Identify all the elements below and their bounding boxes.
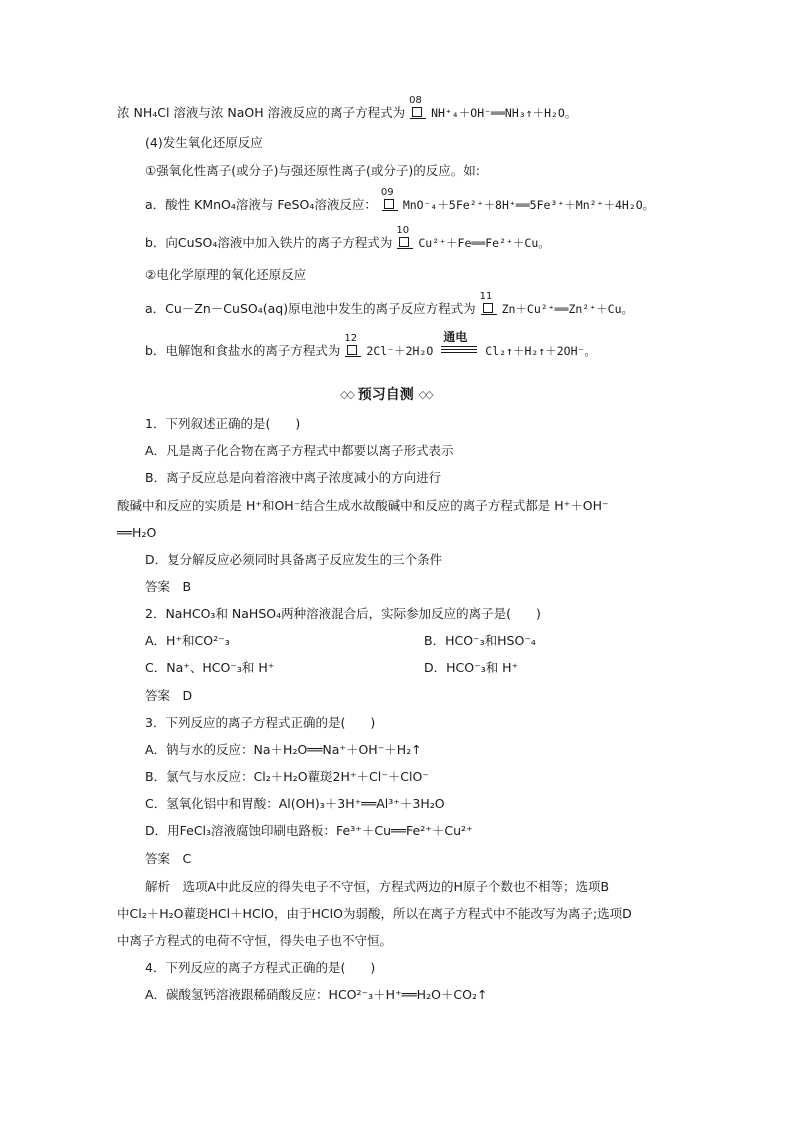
subheading-redox: (4)发生氧化还原反应 [145, 135, 263, 150]
equation-products: Cl₂↑＋H₂↑＋2OH⁻。 [485, 344, 596, 358]
line-text: 浓 NH₄Cl 溶液与浓 NaOH 溶液反应的离子方程式为 [117, 105, 406, 120]
left-diamond-icon: ◇◇ [340, 388, 353, 401]
answer-2: 答案 D [145, 688, 193, 703]
answer-blank [409, 95, 426, 119]
right-diamond-icon: ◇◇ [418, 388, 432, 401]
option-4a: A．碳酸氢钙溶液跟稀硝酸反应：HCO²⁻₃＋H⁺══H₂O＋CO₂↑ [145, 987, 488, 1002]
answer-blank [396, 225, 413, 249]
equation-text: Zn＋Cu²⁺══Zn²⁺＋Cu。 [501, 302, 633, 316]
line-text: a．酸性 KMnO₄溶液与 FeSO₄溶液反应： [145, 197, 377, 212]
option-1c-line1: 酸碱中和反应的实质是 H⁺和OH⁻结合生成水故酸碱中和反应的离子方程式都是 H⁺＋OH⁻ [117, 498, 609, 513]
subheading-strong-oxidizer: ①强氧化性离子(或分子)与强还原性离子(或分子)的反应。如: [145, 163, 480, 178]
section-header [340, 384, 432, 404]
option-1b: B．离子反应总是向着溶液中离子浓度减小的方向进行 [145, 470, 442, 485]
equation-line-10 [145, 225, 550, 252]
explanation-3-line2: 中Cl₂＋H₂O藋珳HCl＋HClO，由于HClO为弱酸，所以在离子方程式中不能改写为离子;选项D [117, 906, 632, 921]
section-title: 预习自测 [357, 387, 414, 403]
option-1a: A．凡是离子化合物在离子方程式中都要以离子形式表示 [145, 443, 454, 458]
equation-text: MnO⁻₄＋5Fe²⁺＋8H⁺══5Fe³⁺＋Mn²⁺＋4H₂O。 [402, 198, 655, 212]
line-text: a．Cu－Zn－CuSO₄(aq)原电池中发生的离子反应方程式为 [145, 301, 476, 316]
answer-3: 答案 C [145, 851, 192, 866]
equation-reactants: 2Cl⁻＋2H₂O [366, 344, 434, 358]
blank-number: 10 [396, 225, 410, 236]
question-1: 1．下列叙述正确的是( ) [145, 416, 301, 431]
answer-blank [479, 291, 497, 315]
equation-line-12 [145, 330, 596, 360]
blank-number: 08 [409, 95, 422, 106]
equation-line-11 [145, 291, 633, 318]
blank-number: 11 [479, 291, 493, 302]
option-2c: C．Na⁺、HCO⁻₃和 H⁺ [145, 660, 275, 675]
electrolysis-condition: 通电 [443, 330, 468, 344]
subheading-electrochem: ②电化学原理的氧化还原反应 [145, 267, 307, 282]
question-3: 3．下列反应的离子方程式正确的是( ) [145, 715, 376, 730]
option-2b: B．HCO⁻₃和HSO⁻₄ [424, 633, 536, 648]
answer-blank [380, 187, 398, 211]
line-text: b．电解饱和食盐水的离子方程式为 [145, 343, 341, 358]
option-2a: A．H⁺和CO²⁻₃ [145, 633, 230, 648]
option-1d: D．复分解反应必须同时具备离子反应发生的三个条件 [145, 552, 443, 567]
answer-blank [344, 333, 361, 357]
answer-1: 答案 B [145, 579, 192, 594]
equation-text: Cu²⁺＋Fe══Fe²⁺＋Cu。 [418, 236, 550, 250]
electrolysis-arrow [441, 330, 477, 358]
explanation-3-line1: 解析 选项A中此反应的得失电子不守恒，方程式两边的H原子个数也不相等；选项B [145, 879, 610, 894]
question-2: 2．NaHCO₃和 NaHSO₄两种溶液混合后，实际参加反应的离子是( ) [145, 606, 541, 621]
option-2d: D．HCO⁻₃和 H⁺ [424, 660, 519, 675]
blank-number: 09 [380, 187, 394, 198]
equation-line-09 [145, 187, 655, 214]
option-3c: C．氢氧化铝中和胃酸：Al(OH)₃＋3H⁺══Al³⁺＋3H₂O [145, 796, 445, 811]
option-3a: A．钠与水的反应：Na＋H₂O══Na⁺＋OH⁻＋H₂↑ [145, 742, 422, 757]
line-text: b．向CuSO₄溶液中加入铁片的离子方程式为 [145, 235, 393, 250]
option-3d: D．用FeCl₃溶液腐蚀印刷电路板：Fe³⁺＋Cu══Fe²⁺＋Cu²⁺ [145, 823, 473, 838]
explanation-3-line3: 中离子方程式的电荷不守恒，得失电子也不守恒。 [117, 933, 393, 948]
equation-line-08 [117, 95, 577, 122]
equation-text: NH⁺₄＋OH⁻══NH₃↑＋H₂O。 [431, 106, 577, 120]
option-1c-line2: ══H₂O [117, 525, 157, 540]
blank-number: 12 [344, 333, 358, 344]
option-3b: B．氯气与水反应：Cl₂＋H₂O藋珳2H⁺＋Cl⁻＋ClO⁻ [145, 769, 429, 784]
question-4: 4．下列反应的离子方程式正确的是( ) [145, 960, 376, 975]
